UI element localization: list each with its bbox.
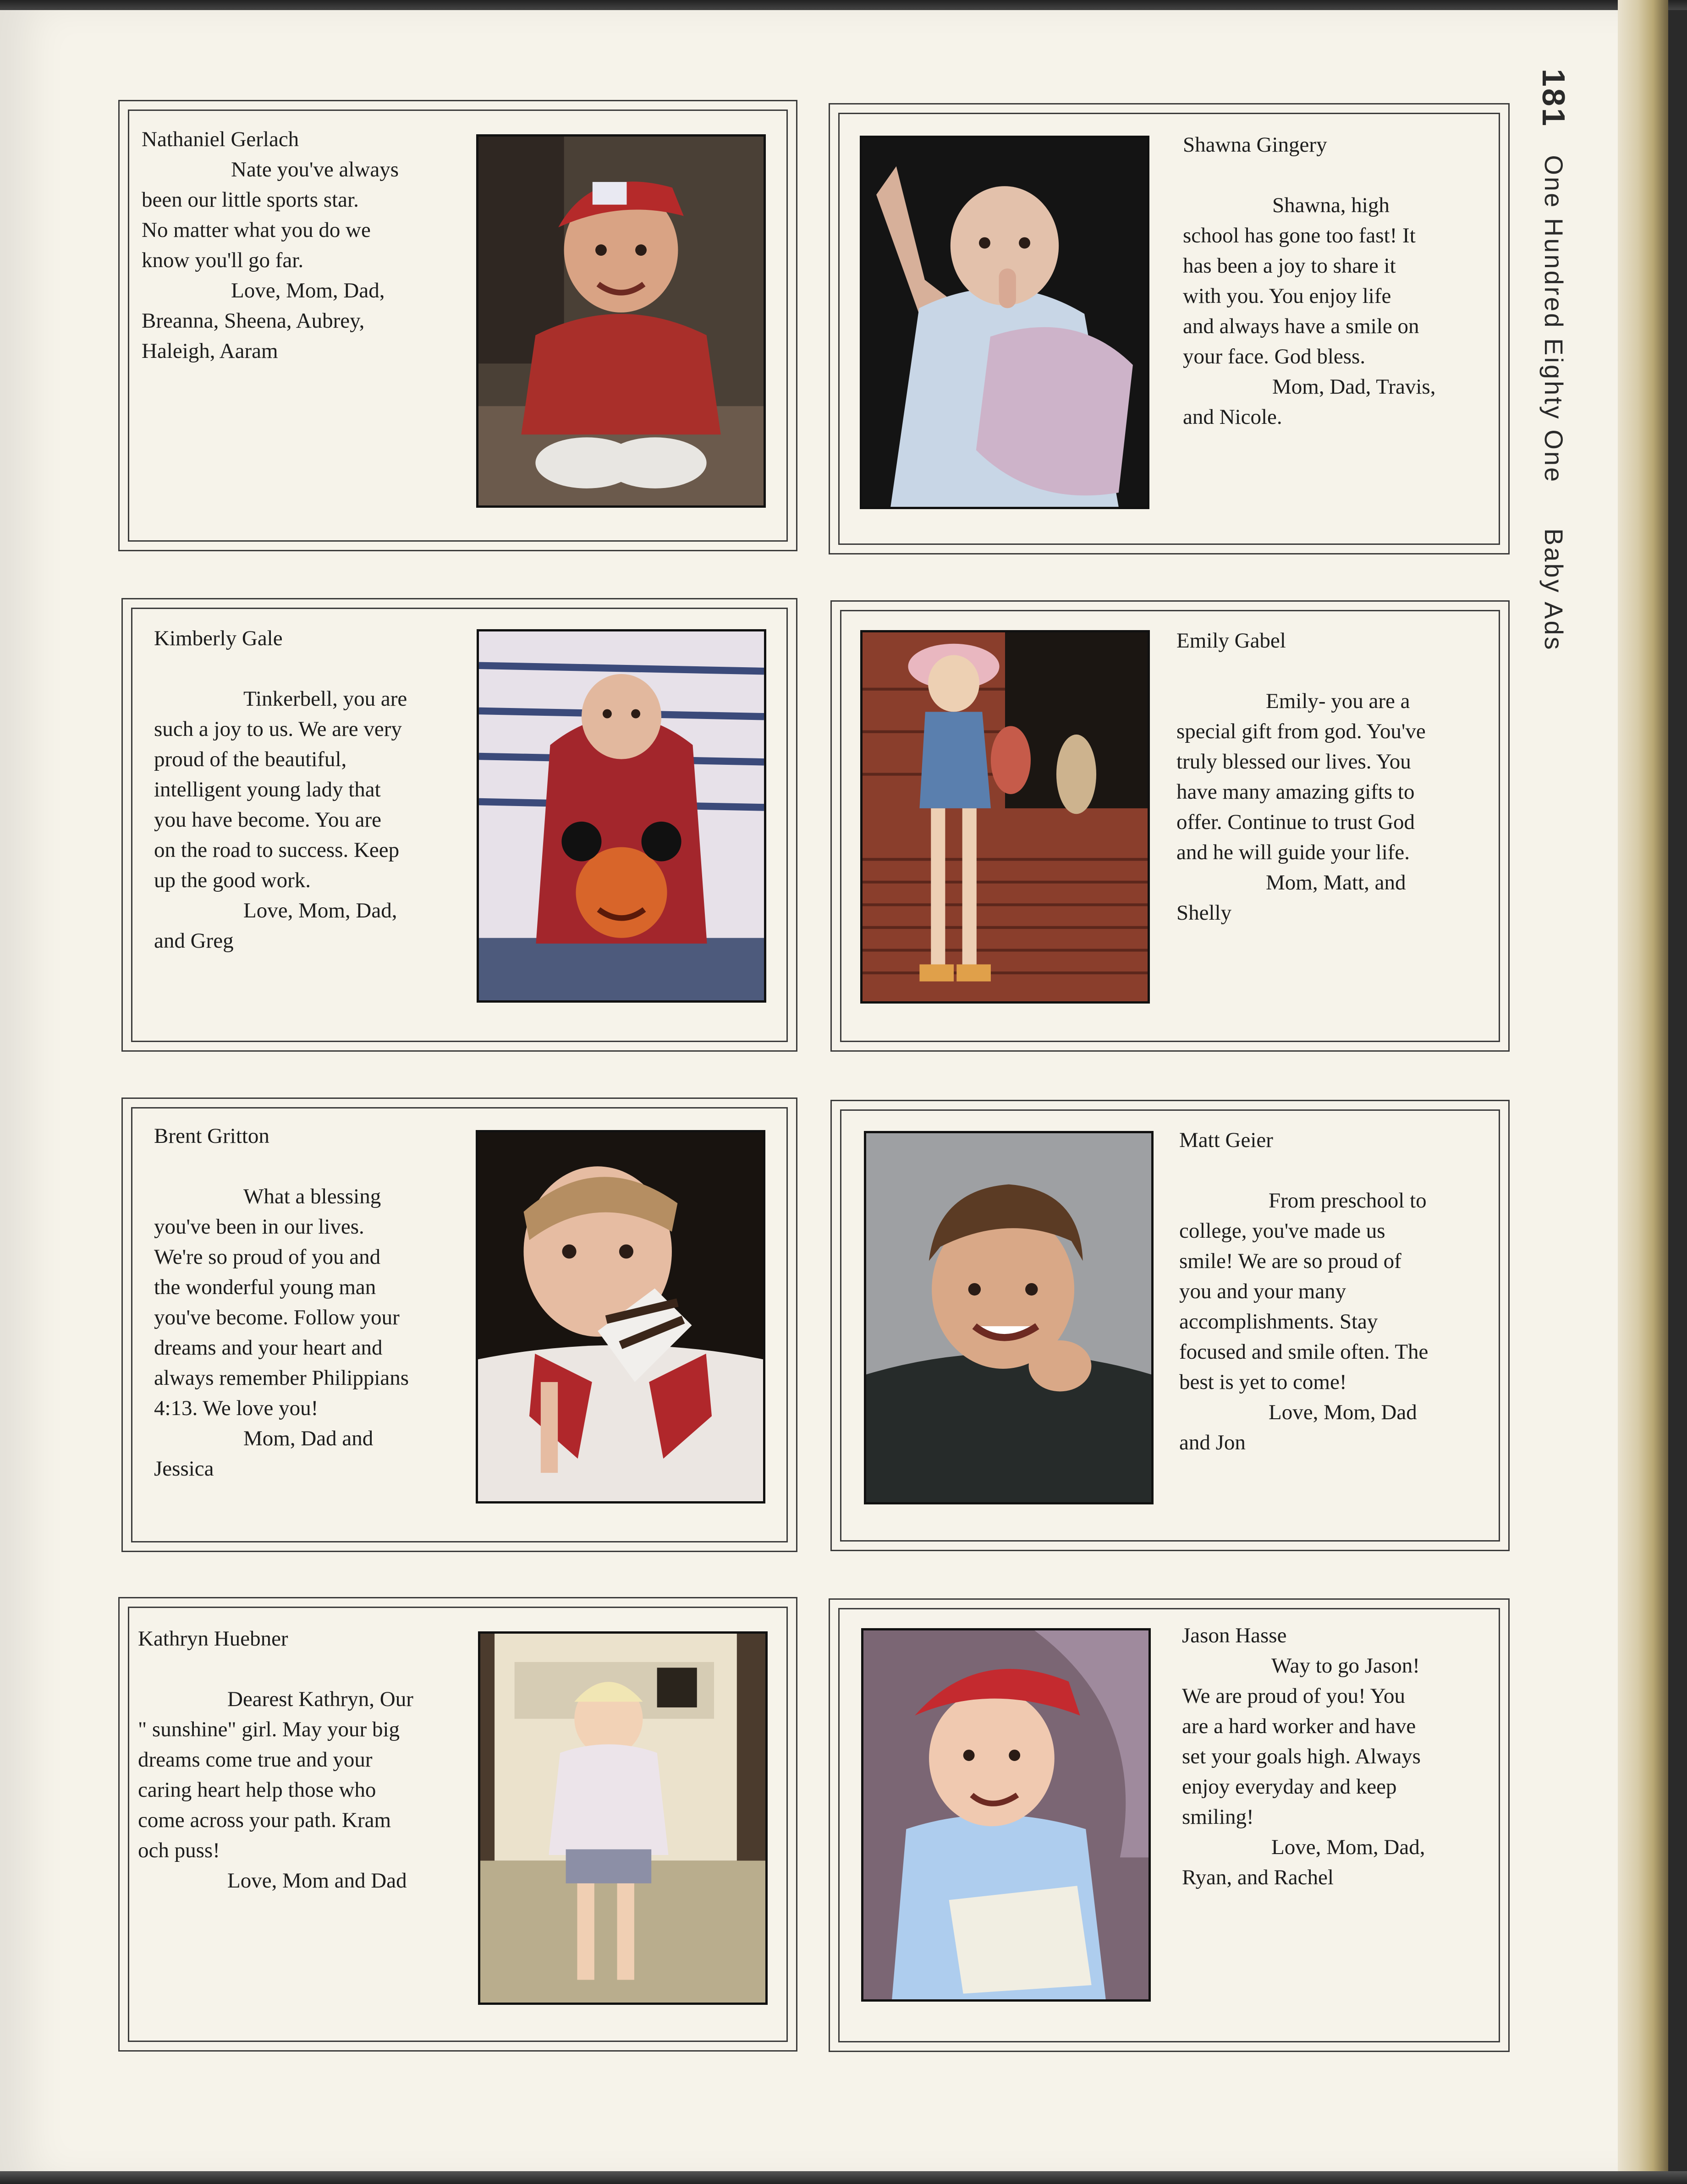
ad-line: and Greg [154,929,234,953]
ad-line: such a joy to us. We are very [154,717,402,741]
ad-line: focused and smile often. The [1179,1340,1429,1364]
ad-line: and Jon [1179,1431,1246,1454]
ad-line: you've been in our lives. [154,1215,364,1239]
ad-line: We are proud of you! You [1182,1684,1406,1708]
ad-line: you have become. You are [154,808,381,832]
ad-line: have many amazing gifts to [1176,780,1415,804]
ad-line: dreams and your heart and [154,1336,383,1360]
ad-line: Mom, Dad and [243,1427,374,1450]
ad-line: you and your many [1179,1279,1346,1303]
baby-ad-brent-gritton [121,1097,797,1552]
ad-student-name: Kathryn Huebner [138,1627,288,1651]
ad-line: dreams come true and your [138,1748,373,1772]
ad-line: Love, Mom, Dad, [243,899,397,922]
baby-photo-kimberly [477,629,766,1003]
ad-line: Love, Mom and Dad [227,1869,407,1893]
ad-line: Dearest Kathryn, Our [227,1687,413,1711]
baby-ad-matt-geier [830,1100,1510,1551]
ad-student-name: Kimberly Gale [154,626,283,650]
ad-text [154,1121,475,1484]
ad-line: your face. God bless. [1183,345,1366,368]
ad-line: offer. Continue to trust God [1176,810,1415,834]
ad-line: Love, Mom, Dad, [1271,1835,1425,1859]
ad-text [1183,130,1495,432]
ad-student-name: Jason Hasse [1182,1624,1287,1647]
baby-ad-kathryn-huebner [118,1597,797,2052]
ad-line: What a blessing [243,1185,381,1208]
ad-line: school has gone too fast! It [1183,224,1416,247]
ad-line: intelligent young lady that [154,778,381,801]
baby-ad-nathaniel-gerlach [118,100,797,551]
ad-student-name: Shawna Gingery [1183,133,1327,157]
ad-line: No matter what you do we [142,218,371,242]
ad-line: with you. You enjoy life [1183,284,1391,308]
baby-ad-kimberly-gale [121,598,797,1052]
ad-line: Mom, Matt, and [1266,871,1406,894]
baby-photo-nathaniel [476,134,766,508]
ad-line: been our little sports star. [142,188,359,212]
ad-line: special gift from god. You've [1176,719,1426,743]
baby-photo-shawna [860,136,1149,509]
ad-line: you've become. Follow your [154,1306,400,1329]
ad-line: Nate you've always [231,158,399,181]
ad-line: Haleigh, Aaram [142,339,278,363]
ad-student-name: Brent Gritton [154,1124,269,1148]
ad-line: Ryan, and Rachel [1182,1866,1334,1889]
ad-line: has been a joy to share it [1183,254,1396,278]
ad-line: up the good work. [154,868,311,892]
baby-ad-jason-hasse [829,1598,1510,2052]
ad-line: set your goals high. Always [1182,1745,1421,1768]
ad-line: truly blessed our lives. You [1176,750,1411,774]
ad-line: college, you've made us [1179,1219,1385,1243]
baby-photo-brent [476,1130,765,1504]
page-top-edge [0,0,1687,10]
baby-photo-matt [864,1131,1154,1504]
ad-line: best is yet to come! [1179,1370,1347,1394]
ad-line: Breanna, Sheena, Aubrey, [142,309,365,333]
page-bottom-edge [0,2171,1687,2184]
ad-line: Emily- you are a [1266,689,1410,713]
ad-line: Way to go Jason! [1271,1654,1420,1678]
ad-line: Love, Mom, Dad [1269,1400,1417,1424]
baby-ad-shawna-gingery [829,103,1510,554]
section-title: Baby Ads [1539,528,1568,652]
ad-line: and he will guide your life. [1176,840,1410,864]
ad-line: enjoy everyday and keep [1182,1775,1397,1799]
ad-line: Shawna, high [1272,193,1390,217]
ad-line: Jessica [154,1457,214,1481]
baby-ad-emily-gabel [830,600,1510,1052]
ad-line: och puss! [138,1838,220,1862]
ad-text [1179,1125,1500,1458]
page-title: One Hundred Eighty One [1539,155,1568,484]
ad-line: Tinkerbell, you are [243,687,407,711]
ad-line: Mom, Dad, Travis, [1272,375,1436,399]
baby-photo-jason [861,1628,1151,2002]
page-header-vertical [1535,69,1572,652]
ad-line: come across your path. Kram [138,1808,391,1832]
ad-line: and Nicole. [1183,405,1282,429]
ad-line: smile! We are so proud of [1179,1249,1401,1273]
ad-text [1176,626,1497,928]
ad-text [154,623,475,956]
ad-line: caring heart help those who [138,1778,376,1802]
ad-student-name: Matt Geier [1179,1128,1273,1152]
ad-line: and always have a smile on [1183,314,1419,338]
ad-text [142,124,472,366]
ad-line: smiling! [1182,1805,1254,1829]
ad-line: Shelly [1176,901,1232,925]
ad-line: the wonderful young man [154,1275,376,1299]
ad-text [1182,1620,1503,1893]
ad-line: 4:13. We love you! [154,1396,319,1420]
ad-line: on the road to success. Keep [154,838,400,862]
ad-line: accomplishments. Stay [1179,1310,1378,1333]
ad-text [138,1624,468,1896]
ad-line: Love, Mom, Dad, [231,279,385,302]
page-gutter-edge [1618,0,1668,2184]
ad-line: proud of the beautiful, [154,747,347,771]
ad-line: " sunshine" girl. May your big [138,1718,400,1741]
page-number: 181 [1536,69,1572,128]
ad-line: know you'll go far. [142,248,304,272]
ad-line: always remember Philippians [154,1366,409,1390]
baby-photo-kathryn [478,1631,768,2005]
ad-student-name: Emily Gabel [1176,629,1286,653]
ad-line: We're so proud of you and [154,1245,381,1269]
ad-line: are a hard worker and have [1182,1714,1416,1738]
baby-photo-emily [860,630,1150,1004]
ad-line: From preschool to [1269,1189,1427,1213]
ad-student-name: Nathaniel Gerlach [142,127,299,151]
